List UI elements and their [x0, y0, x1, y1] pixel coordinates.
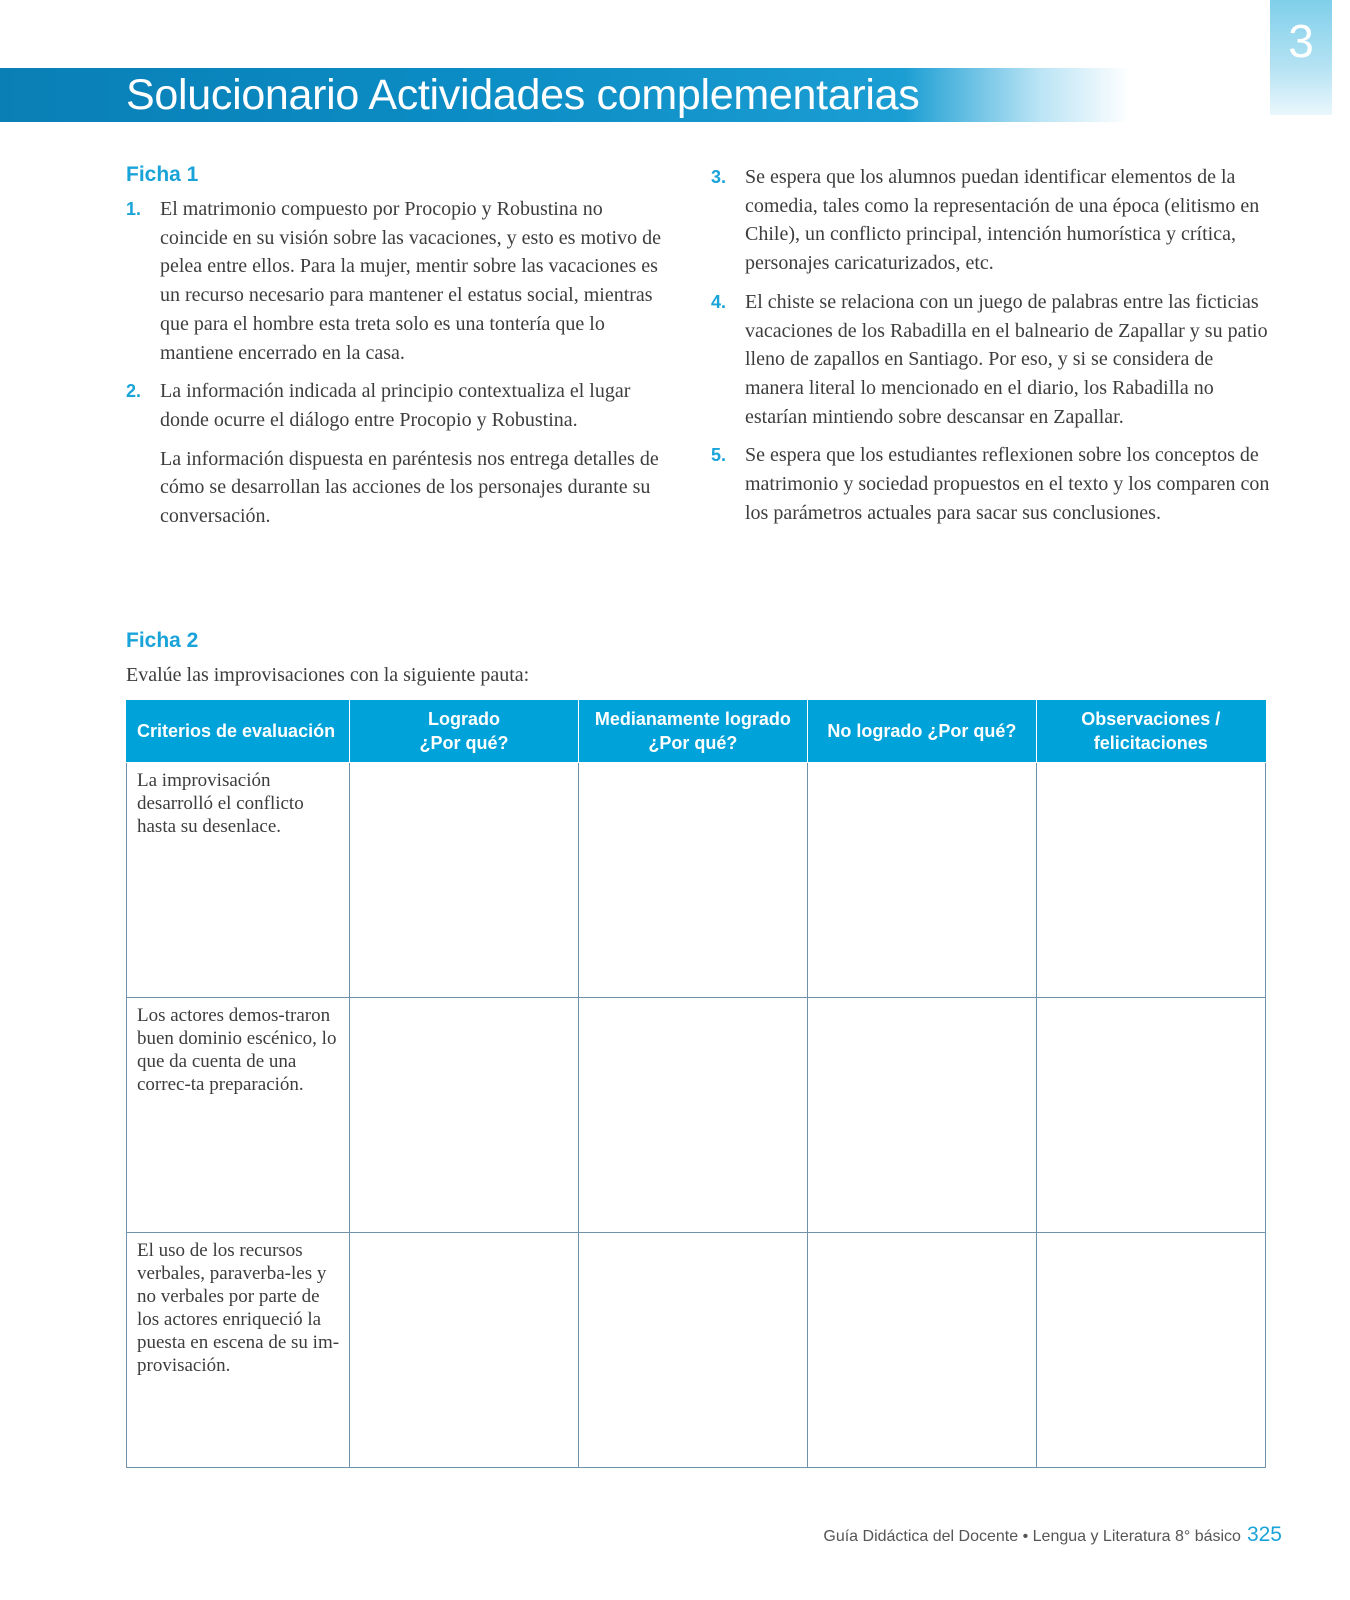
left-column — [126, 163, 671, 541]
observaciones-cell[interactable] — [1036, 998, 1265, 1233]
ficha1-title: Ficha 1 — [126, 163, 199, 186]
header-no-logrado: No logrado ¿Por qué? — [808, 700, 1036, 763]
table-header-row — [127, 700, 1266, 763]
header-medianamente-logrado: Medianamente logrado ¿Por qué? — [578, 700, 807, 763]
header-criterios: Criterios de evaluación — [127, 700, 350, 763]
page-number: 325 — [1246, 1523, 1282, 1546]
logrado-cell[interactable] — [350, 763, 578, 998]
table-row — [127, 1233, 1266, 1468]
logrado-cell[interactable] — [350, 1233, 578, 1468]
answer-text: Se espera que los estudiantes reflexionen sobre los conceptos de matrimonio y sociedad propuestos en el texto y los comparen con los parámetros actuales para sacar sus conclusiones. — [745, 444, 1270, 524]
answer-item-4 — [711, 288, 1271, 432]
chapter-number: 3 — [1288, 15, 1314, 67]
criterion-cell: Los actores demos-traron buen dominio escénico, lo que da cuenta de una correc-ta preparación. — [127, 998, 350, 1233]
criterion-cell: La improvisación desarrolló el conflicto hasta su desenlace. — [127, 763, 350, 998]
answer-number: 3. — [711, 167, 727, 187]
answer-number: 2. — [126, 381, 142, 402]
page-title: Solucionario Actividades complementarias — [126, 71, 920, 119]
evaluation-rubric-table — [126, 700, 1266, 1468]
no-logrado-cell[interactable] — [808, 998, 1036, 1233]
header-logrado: Logrado ¿Por qué? — [350, 700, 578, 763]
no-logrado-cell[interactable] — [808, 763, 1036, 998]
criterion-cell: El uso de los recursos verbales, paraverba-les y no verbales por parte de los actores enriqueció la puesta en escena de su im-provisación. — [127, 1233, 350, 1468]
table-row — [127, 998, 1266, 1233]
table-row — [127, 763, 1266, 998]
observaciones-cell[interactable] — [1036, 763, 1265, 998]
answer-item-5 — [711, 441, 1271, 527]
title-banner — [0, 68, 1130, 122]
ficha2-section — [126, 629, 1266, 689]
right-column — [711, 163, 1271, 537]
no-logrado-cell[interactable] — [808, 1233, 1036, 1468]
medianamente-logrado-cell[interactable] — [578, 998, 807, 1233]
answer-text: El matrimonio compuesto por Procopio y Robustina no coincide en su visión sobre las vacaciones, y esto es motivo de pelea entre ellos. Para la mujer, mentir sobre las vacaciones es un recurso necesario para mantener el estatus social, mientras que para el hombre esta treta solo es una tontería que lo mantiene encerrado en la casa. — [160, 198, 661, 364]
page-footer — [823, 1523, 1282, 1547]
chapter-tab — [1270, 0, 1332, 115]
answer-text: Se espera que los alumnos puedan identificar elementos de la comedia, tales como la representación de una época (elitismo en Chile), un conflicto principal, intención humorística y crítica, personajes caricaturizados, etc. — [745, 166, 1260, 275]
medianamente-logrado-cell[interactable] — [578, 763, 807, 998]
ficha2-title: Ficha 2 — [126, 629, 199, 652]
footer-text: Guía Didáctica del Docente • Lengua y Literatura 8° básico — [823, 1528, 1241, 1545]
header-observaciones: Observaciones / felicitaciones — [1036, 700, 1265, 763]
answer-number: 5. — [711, 445, 727, 466]
answer-number: 4. — [711, 291, 727, 312]
answer-item-1 — [126, 195, 671, 367]
answer-item-2 — [126, 377, 671, 531]
ficha2-intro: Evalúe las improvisaciones con la siguiente pauta: — [126, 664, 530, 686]
answer-number: 1. — [126, 199, 142, 219]
medianamente-logrado-cell[interactable] — [578, 1233, 807, 1468]
answer-text: La información indicada al principio contextualiza el lugar donde ocurre el diálogo entre Procopio y Robustina. — [160, 380, 631, 431]
observaciones-cell[interactable] — [1036, 1233, 1265, 1468]
answer-text: El chiste se relaciona con un juego de palabras entre las ficticias vacaciones de los Rabadilla en el balneario de Zapallar y su patio lleno de zapallos en Santiago. Por eso, y si se considera de manera literal lo mencionado en el diario, los Rabadilla no estarían mintiendo sobre descansar en Zapallar. — [745, 290, 1268, 428]
logrado-cell[interactable] — [350, 998, 578, 1233]
answer-item-3 — [711, 163, 1271, 278]
answer-text: La información dispuesta en paréntesis nos entrega detalles de cómo se desarrollan las acciones de los personajes durante su conversación. — [160, 447, 659, 528]
